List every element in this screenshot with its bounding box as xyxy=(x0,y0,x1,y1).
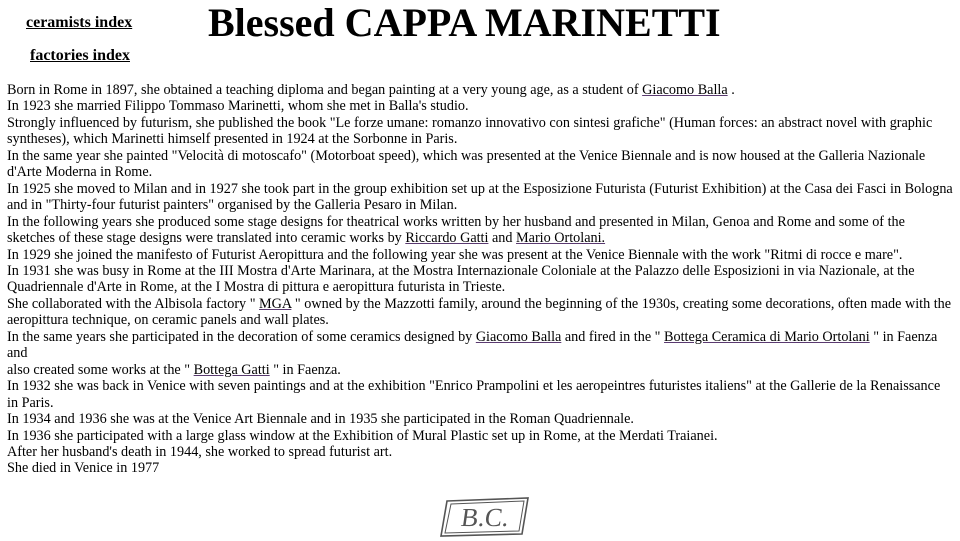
bio-line xyxy=(7,296,954,329)
bio-line xyxy=(7,181,954,214)
bio-line xyxy=(7,82,954,98)
bio-line xyxy=(7,460,954,476)
bio-line xyxy=(7,115,954,148)
link-giacomo-balla[interactable]: Giacomo Balla xyxy=(642,82,728,98)
logo-text: B.C. xyxy=(459,503,511,532)
bio-text: Strongly influenced by futurism, she published the book "Le forze umane: romanzo innovativo con sintesi grafiche" (Human forces: an abstract novel with graphic syntheses), which Marinetti himself presented in 1924 at the Sorbonne in Paris. xyxy=(7,114,933,148)
link-riccardo-gatti[interactable]: Riccardo Gatti xyxy=(405,230,489,247)
bio-text: " in Faenza. xyxy=(269,361,341,378)
bio-line xyxy=(7,411,954,427)
factories-index-link[interactable]: factories index xyxy=(30,47,130,64)
bio-text: In the same years she participated in the decoration of some ceramics designed by xyxy=(7,328,476,345)
bio-text: She collaborated with the Albisola factory " xyxy=(7,295,260,312)
bio-text: " in Faenza and xyxy=(7,328,938,362)
link-bottega-ceramica-ortolani[interactable]: Bottega Ceramica di Mario Ortolani xyxy=(664,328,870,345)
bio-line xyxy=(7,247,954,263)
bio-line xyxy=(7,98,954,114)
bio-text: " owned by the Mazzotti family, around the beginning of the 1930s, creating some decorations, often made with the aeropittura technique, on ceramic panels and wall plates. xyxy=(7,295,952,329)
bio-line xyxy=(7,263,954,296)
bio-line xyxy=(7,444,954,460)
bc-logo xyxy=(438,497,530,537)
link-giacomo-balla[interactable]: Giacomo Balla xyxy=(475,328,562,345)
bio-line xyxy=(7,378,954,411)
bio-text: In 1929 she joined the manifesto of Futurist Aeropittura and the following year she was present at the Venice Biennale with the work "Ritmi di rocce e mare". xyxy=(7,246,903,263)
bio-text: In 1936 she participated with a large glass window at the Exhibition of Mural Plastic set up in Rome, at the Merdati Traianei. xyxy=(7,427,718,444)
bio-text: After her husband's death in 1944, she worked to spread futurist art. xyxy=(7,443,393,460)
bio-line xyxy=(7,428,954,444)
bio-text: In 1931 she was busy in Rome at the III Mostra d'Arte Marinara, at the Mostra Internazionale Coloniale at the Palazzo delle Esposizioni in via Nazionale, at the Quadriennale d'Arte in Rome, at the I Mostra di pittura e aeropittura futurista in Trieste. xyxy=(7,262,915,296)
bio-text: In the following years she produced some stage designs for theatrical works written by her husband and presented in Milan, Genoa and Rome and some of the sketches of these stage designs were translated into ceramic works by xyxy=(7,213,905,247)
bio-text: In 1925 she moved to Milan and in 1927 she took part in the group exhibition set up at the Esposizione Futurista (Futurist Exhibition) at the Casa dei Fasci in Bologna and in "Thirty-four futurist painters" organised by the Galleria Pesaro in Milan. xyxy=(7,180,953,214)
ceramists-index-link[interactable]: ceramists index xyxy=(26,14,133,31)
bio-line xyxy=(7,214,954,247)
biography-text xyxy=(7,82,954,477)
bio-text: and fired in the " xyxy=(561,328,665,345)
link-mario-ortolani[interactable]: Mario Ortolani. xyxy=(516,230,606,247)
bio-text: also created some works at the " xyxy=(7,361,194,378)
bio-text: and xyxy=(488,230,517,247)
bio-text: . xyxy=(727,82,735,98)
bio-text: Born in Rome in 1897, she obtained a teaching diploma and began painting at a very young age, as a student of xyxy=(7,82,643,98)
bio-line xyxy=(7,329,954,362)
bio-text: In the same year she painted "Velocità di motoscafo" (Motorboat speed), which was presented at the Venice Biennale and is now housed at the Galleria Nazionale d'Arte Moderna in Rome. xyxy=(7,147,926,181)
bio-text: In 1934 and 1936 she was at the Venice Art Biennale and in 1935 she participated in the Roman Quadriennale. xyxy=(7,411,634,428)
bio-text: In 1932 she was back in Venice with seven paintings and at the exhibition "Enrico Prampolini et les aeropeintres futuristes italiens" at the Gallerie de la Renaissance in Paris. xyxy=(7,378,941,411)
bio-line xyxy=(7,362,954,378)
page-title: Blessed CAPPA MARINETTI xyxy=(208,0,721,45)
bio-text: In 1923 she married Filippo Tommaso Marinetti, whom she met in Balla's studio. xyxy=(7,98,469,115)
bio-text: She died in Venice in 1977 xyxy=(7,460,160,477)
link-bottega-gatti[interactable]: Bottega Gatti xyxy=(193,361,270,378)
link-mga[interactable]: MGA xyxy=(259,295,292,312)
bio-line xyxy=(7,148,954,181)
